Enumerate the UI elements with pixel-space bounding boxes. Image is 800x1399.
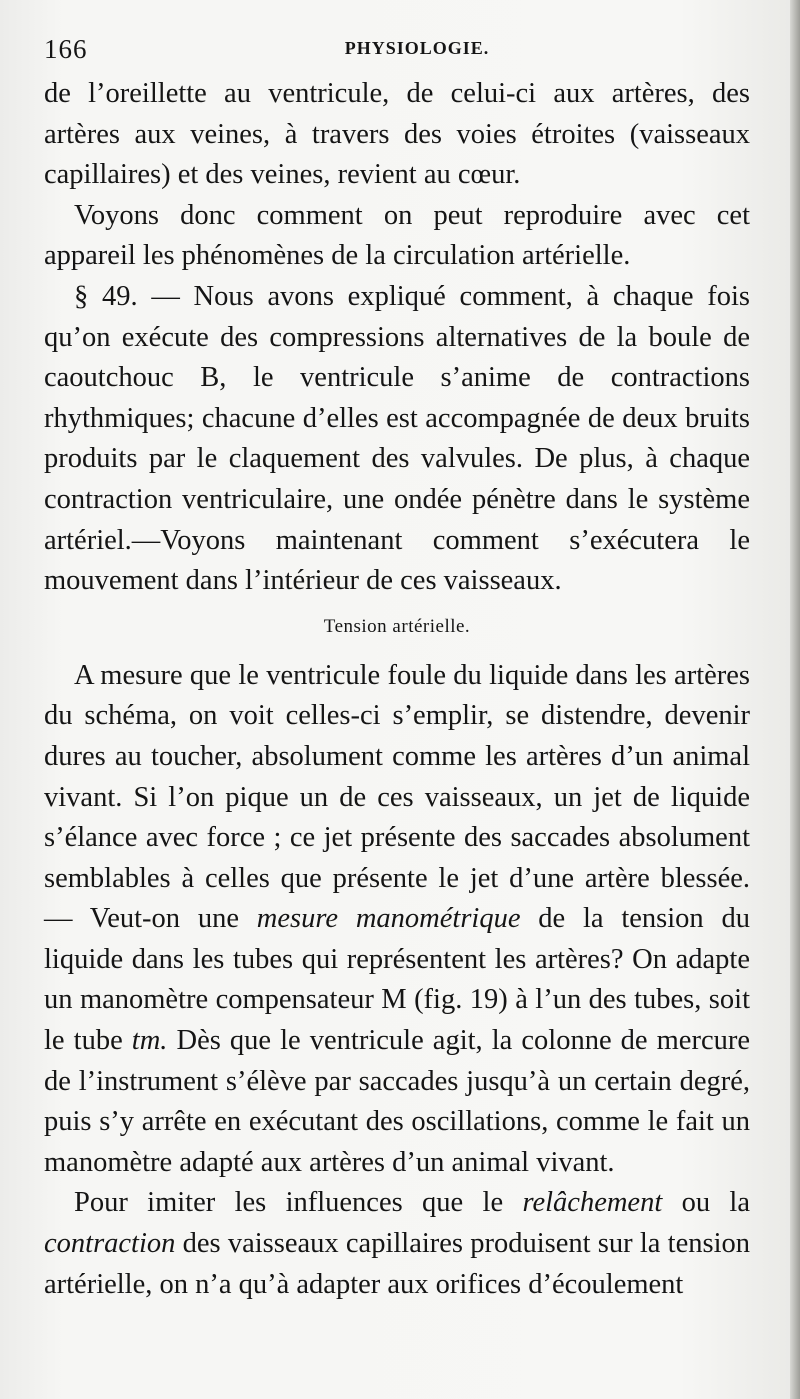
paragraph-4-part-1: A mesure que le ventricule foule du liquide dans les artères du schéma, on voit celles-ci s’emplir, se distendre, devenir dures au toucher, absolument comme les artères d’un animal vivant. Si l’on pique un de ces vaisseaux, un jet de liquide s’élance avec force ; ce jet présente des saccades absolument semblables à celles que présente le jet d’une artère blessée. — Veut-on une: [44, 659, 750, 935]
paragraph-5: [44, 1183, 750, 1305]
running-head: [44, 34, 750, 74]
paragraph-4-italic-2: tm.: [131, 1025, 168, 1057]
paragraph-1: de l’oreillette au ventricule, de celui-ci aux artères, des artères aux veines, à travers des voies étroites (vaisseaux capillaires) et des veines, revient au cœur.: [44, 78, 750, 191]
paragraph-5-part-3: des vaisseaux capillaires produisent sur la tension artérielle, on n’a qu’à adapter aux orifices d’écoulement: [44, 1228, 750, 1300]
paragraph-5-part-1: Pour imiter les influences que le: [74, 1187, 523, 1219]
paragraph-2: Voyons donc comment on peut reproduire avec cet appareil les phénomènes de la circulation artérielle.: [44, 199, 750, 272]
paragraph-5-italic-2: contraction: [44, 1228, 176, 1260]
paragraph-4: [44, 656, 750, 1184]
page-number: 166: [44, 34, 88, 64]
paragraph-4-part-2: de la tension du liquide dans les tubes qui représentent les artères? On adapte un manomètre compensateur M (fig. 19) à l’un des tubes, soit le tube: [44, 903, 750, 1057]
paragraph-4-part-3: Dès que le ventricule agit, la colonne de mercure de l’instrument s’élève par saccades jusqu’à un certain degré, puis s’y arrête en exécutant des oscillations, comme le fait un manomètre adapté aux artères d’un animal vivant.: [44, 1025, 750, 1178]
running-title: PHYSIOLOGIE.: [344, 38, 490, 58]
paragraph-3: § 49. — Nous avons expliqué comment, à chaque fois qu’on exécute des compressions alternatives de la boule de caoutchouc B, le ventricule s’anime de contractions rhythmiques; chacune d’elles est accompagnée de deux bruits produits par le claquement des valvules. De plus, à chaque contraction ventriculaire, une ondée pénètre dans le système artériel.—Voyons maintenant comment s’exécutera le mouvement dans l’intérieur de ces vaisseaux.: [44, 280, 750, 597]
paragraph-5-part-2: ou la: [662, 1187, 750, 1219]
paragraph-5-italic-1: relâchement: [522, 1187, 663, 1219]
section-heading: Tension artérielle.: [323, 615, 471, 637]
paragraph-4-italic-1: mesure manométrique: [256, 903, 521, 935]
page-edge-shadow: [790, 0, 800, 1399]
